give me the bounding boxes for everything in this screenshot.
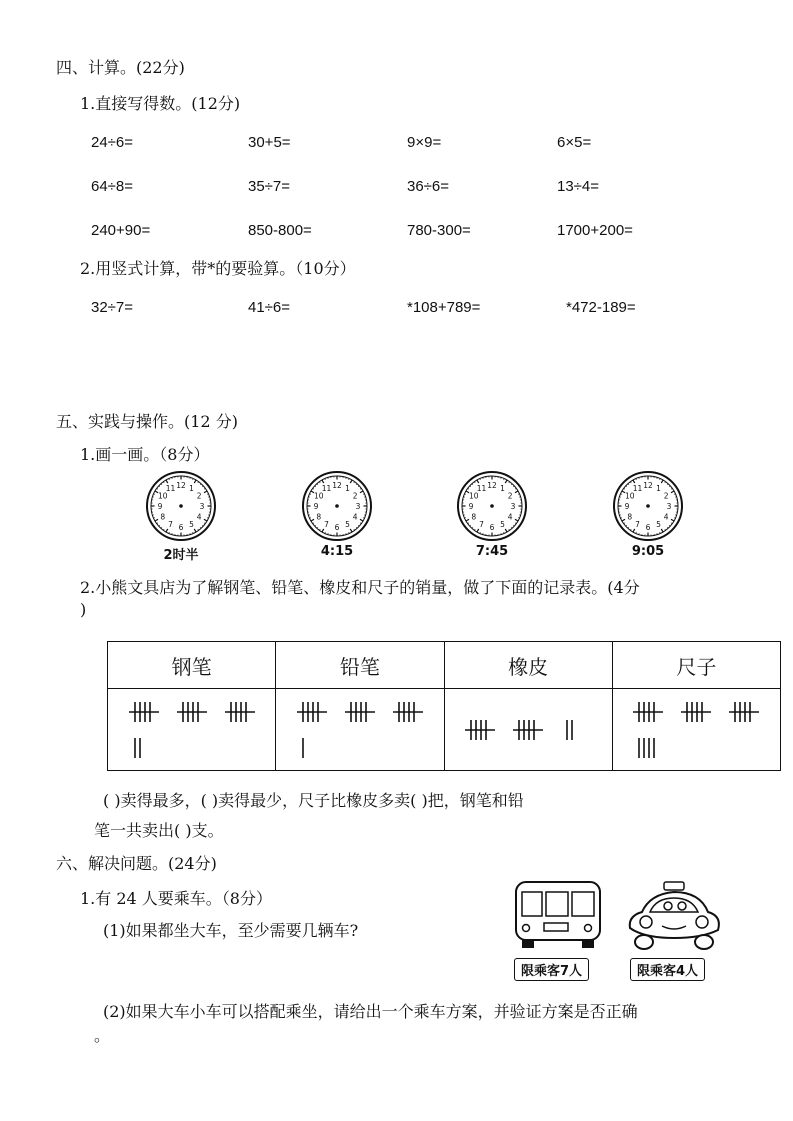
taxi-illustration bbox=[622, 878, 726, 978]
calc-item: 1700+200= bbox=[557, 222, 633, 239]
tally-cell-ruler bbox=[612, 689, 780, 771]
clock-number: 5 bbox=[656, 520, 661, 530]
section5-q1-title: 1.画一画。（8分） bbox=[80, 445, 210, 464]
table-header-pencil: 铅笔 bbox=[276, 642, 444, 689]
clock-number: 5 bbox=[189, 520, 194, 530]
clock-number: 4 bbox=[663, 512, 669, 522]
clock-number: 11 bbox=[165, 483, 176, 493]
clock-number: 12 bbox=[332, 481, 342, 490]
clock-number: 12 bbox=[487, 481, 497, 490]
calc-item: 36÷6= bbox=[407, 178, 450, 195]
calc-item: 35÷7= bbox=[248, 178, 291, 195]
calc-item: 24÷6= bbox=[91, 134, 134, 151]
tally-marks-icon bbox=[112, 690, 272, 770]
calc-item: 9×9= bbox=[407, 134, 442, 151]
taxi-icon bbox=[622, 878, 726, 952]
section6-title: 六、解决问题。(24分) bbox=[56, 854, 217, 873]
clock-3[interactable] bbox=[452, 470, 532, 559]
clock-number: 6 bbox=[645, 523, 651, 532]
clock-number: 1 bbox=[500, 483, 505, 493]
section4-title: 四、计算。(22分) bbox=[56, 58, 185, 77]
clock-number: 2 bbox=[663, 491, 669, 501]
tally-cell-pencil bbox=[276, 689, 444, 771]
bus-illustration bbox=[508, 878, 608, 978]
clock-number: 6 bbox=[489, 523, 495, 532]
vertical-calc-item: *472-189= bbox=[566, 299, 636, 316]
clock-face-icon bbox=[301, 470, 373, 542]
section5-title: 五、实践与操作。(12 分) bbox=[56, 412, 238, 431]
clock-number: 9 bbox=[157, 502, 163, 511]
section6-q1-sub2: (2)如果大车小车可以搭配乘坐，请给出一个乘车方案，并验证方案是否正确 bbox=[103, 1002, 638, 1021]
calc-item: 64÷8= bbox=[91, 178, 134, 195]
clock-number: 5 bbox=[500, 520, 505, 530]
clock-number: 4 bbox=[352, 512, 358, 522]
calc-item: 240+90= bbox=[91, 222, 151, 239]
clock-number: 3 bbox=[199, 502, 205, 511]
clock-number: 4 bbox=[507, 512, 513, 522]
clock-number: 11 bbox=[632, 483, 643, 493]
clock-label: 2时半 bbox=[163, 548, 199, 563]
clock-label: 7:45 bbox=[475, 544, 509, 559]
table-header-pen: 钢笔 bbox=[108, 642, 276, 689]
table-header-ruler: 尺子 bbox=[612, 642, 780, 689]
bus-icon bbox=[508, 878, 608, 952]
clock-number: 8 bbox=[471, 512, 477, 522]
vertical-calc-item: 41÷6= bbox=[248, 299, 291, 316]
clock-face-icon bbox=[456, 470, 528, 542]
clock-label: 4:15 bbox=[320, 544, 354, 559]
section5-q2-title: 2.小熊文具店为了解钢笔、铅笔、橡皮和尺子的销量，做了下面的记录表。(4分 bbox=[80, 578, 640, 597]
clock-number: 10 bbox=[314, 491, 324, 501]
clock-number: 6 bbox=[334, 523, 340, 532]
clock-face-icon bbox=[145, 470, 217, 542]
vertical-calc-item: *108+789= bbox=[407, 299, 481, 316]
tally-marks-icon bbox=[616, 690, 776, 770]
fill-in-line-1: ( )卖得最多，( )卖得最少，尺子比橡皮多卖( )把，钢笔和铅 bbox=[103, 791, 524, 810]
clock-number: 3 bbox=[355, 502, 361, 511]
clock-label: 9:05 bbox=[631, 544, 665, 559]
clock-face-icon bbox=[612, 470, 684, 542]
clock-number: 10 bbox=[158, 491, 168, 501]
clock-number: 9 bbox=[624, 502, 630, 511]
vertical-calc-item: 32÷7= bbox=[91, 299, 134, 316]
calc-item: 6×5= bbox=[557, 134, 592, 151]
tally-marks-icon bbox=[280, 690, 440, 770]
clock-number: 6 bbox=[178, 523, 184, 532]
clock-number: 11 bbox=[476, 483, 487, 493]
clock-number: 1 bbox=[345, 483, 350, 493]
calc-item: 780-300= bbox=[407, 222, 471, 239]
clock-number: 9 bbox=[313, 502, 319, 511]
clock-number: 12 bbox=[176, 481, 186, 490]
bus-capacity-label: 限乘客7人 bbox=[514, 958, 589, 981]
tally-cell-pen bbox=[108, 689, 276, 771]
clock-number: 7 bbox=[635, 520, 640, 530]
tally-cell-eraser bbox=[444, 689, 612, 771]
calc-item: 850-800= bbox=[248, 222, 312, 239]
clock-number: 7 bbox=[479, 520, 484, 530]
section6-q1-sub1: (1)如果都坐大车，至少需要几辆车? bbox=[103, 921, 359, 940]
clock-4[interactable] bbox=[608, 470, 688, 559]
clock-number: 10 bbox=[625, 491, 635, 501]
clock-number: 11 bbox=[321, 483, 332, 493]
clock-number: 2 bbox=[196, 491, 202, 501]
taxi-capacity-label: 限乘客4人 bbox=[630, 958, 705, 981]
fill-in-line-2: 笔一共卖出( )支。 bbox=[94, 821, 224, 840]
clock-number: 8 bbox=[160, 512, 166, 522]
calc-item: 30+5= bbox=[248, 134, 291, 151]
clock-number: 3 bbox=[510, 502, 516, 511]
section4-q2-title: 2.用竖式计算，带*的要验算。（10分） bbox=[80, 259, 356, 278]
calc-item: 13÷4= bbox=[557, 178, 600, 195]
clock-number: 7 bbox=[168, 520, 173, 530]
clock-number: 1 bbox=[656, 483, 661, 493]
clock-number: 4 bbox=[196, 512, 202, 522]
clock-number: 1 bbox=[189, 483, 194, 493]
clock-number: 10 bbox=[469, 491, 479, 501]
table-header-eraser: 橡皮 bbox=[444, 642, 612, 689]
record-table bbox=[107, 641, 781, 771]
section5-q2-title-cont: ) bbox=[80, 600, 87, 619]
clock-number: 2 bbox=[507, 491, 513, 501]
clock-number: 8 bbox=[627, 512, 633, 522]
clock-number: 2 bbox=[352, 491, 358, 501]
clock-1[interactable] bbox=[141, 470, 221, 563]
clock-number: 7 bbox=[324, 520, 329, 530]
clock-number: 12 bbox=[643, 481, 653, 490]
section6-q1-sub2-cont: 。 bbox=[94, 1026, 111, 1045]
section4-q1-title: 1.直接写得数。(12分) bbox=[80, 94, 241, 113]
clock-number: 5 bbox=[345, 520, 350, 530]
clock-number: 9 bbox=[468, 502, 474, 511]
section6-q1-title: 1.有 24 人要乘车。（8分） bbox=[80, 889, 272, 908]
clock-number: 8 bbox=[316, 512, 322, 522]
clock-number: 3 bbox=[666, 502, 672, 511]
tally-marks-icon bbox=[448, 690, 608, 770]
clock-2[interactable] bbox=[297, 470, 377, 559]
